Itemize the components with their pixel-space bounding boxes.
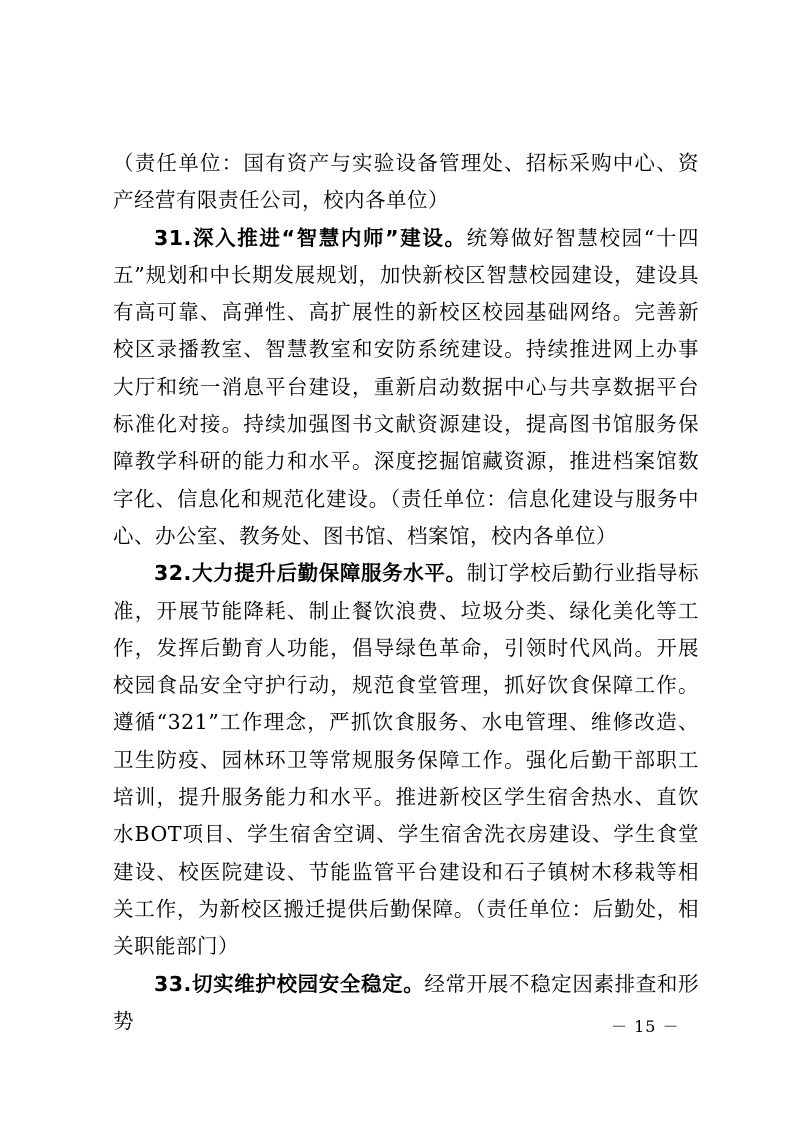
paragraph-heading: 31.深入推进“智慧内师”建设。 xyxy=(154,225,467,250)
paragraph-responsibility-continued xyxy=(113,145,699,220)
paragraph-body: （责任单位：国有资产与实验设备管理处、招标采购中心、资产经营有限责任公司，校内各单位） xyxy=(113,151,699,213)
paragraph-heading: 32.大力提升后勤保障服务水平。 xyxy=(154,561,467,586)
body-text xyxy=(113,145,699,1040)
paragraph-body: 统筹做好智慧校园“十四五”规划和中长期发展规划，加快新校区智慧校园建设，建设具有高可靠、高弹性、高扩展性的新校区校园基础网络。完善新校区录播教室、智慧教室和安防系统建设。持续推进网上办事大厅和统一消息平台建设，重新启动数据中心与共享数据平台标准化对接。持续加强图书文献资源建设，提高图书馆服务保障教学科研的能力和水平。深度挖掘馆藏资源，推进档案馆数字化、信息化和规范化建设。（责任单位：信息化建设与服务中心、办公室、教务处、图书馆、档案馆，校内各单位） xyxy=(113,225,700,548)
paragraph-body: 经常开展不稳定因素排查和形势 xyxy=(113,971,699,1033)
paragraph-body: 制订学校后勤行业指导标准，开展节能降耗、制止餐饮浪费、垃圾分类、绿化美化等工作，发挥后勤育人功能，倡导绿色革命，引领时代风尚。开展校园食品安全守护行动，规范食堂管理，抓好饮食保障工作。遵循“321”工作理念，严抓饮食服务、水电管理、维修改造、卫生防疫、园林环卫等常规服务保障工作。强化后勤干部职工培训，提升服务能力和水平。推进新校区学生宿舍热水、直饮水BOT项目、学生宿舍空调、学生宿舍洗衣房建设、学生食堂建设、校医院建设、节能监管平台建设和石子镇树木移栽等相关工作，为新校区搬迁提供后勤保障。（责任单位：后勤处，相关职能部门） xyxy=(113,561,699,959)
page-number: － 15 － xyxy=(611,1017,680,1036)
paragraph-31-smart-campus xyxy=(113,220,699,556)
paragraph-heading: 33.切实维护校园安全稳定。 xyxy=(154,971,425,996)
paragraph-32-logistics xyxy=(113,555,699,965)
